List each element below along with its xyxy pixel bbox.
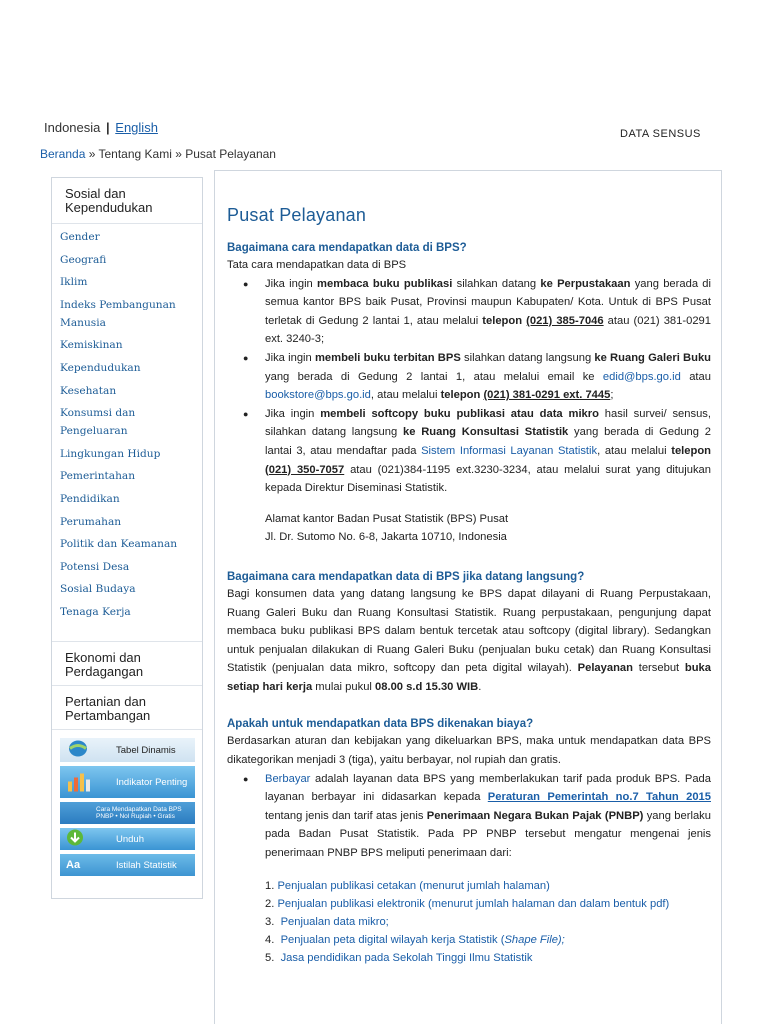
main-content [214,170,722,1024]
faq-question-2: Bagaimana cara mendapatkan data di BPS jika datang langsung? [227,570,585,583]
faq-answer-2: Bagi konsumen data yang datang langsung ke BPS dapat dilayani di Ruang Perpustakaan, Ruang Galeri Buku dan Ruang Konsultasi Statistik. Ruang perpustakaan, pengunjung dapat membaca buku publikasi BPS dalam bentuk tercetak atau softcopy (digital library). Sedangkan untuk penjualan dilakukan di Ruang Galeri Buku (penjualan buku cetak) dan Ruang Konsultasi Statistik (penjualan data mikro, softcopy dan peta digital wilayah). Pelayanan tersebut buka setiap hari kerja mulai pukul 08.00 s.d 15.30 WIB. [227,587,711,693]
download-icon [66,829,84,850]
sidebar-item-kependudukan[interactable]: Kependudukan [60,361,141,374]
list-item: 5. Jasa pendidikan pada Sekolah Tinggi Ilmu Statistik [265,951,533,964]
phone-link[interactable]: (021) 385-7046 [526,314,604,327]
sidebar-item-iklim[interactable]: Iklim [60,276,88,289]
faq-question-3: Apakah untuk mendapatkan data BPS dikenakan biaya? [227,718,534,731]
list-item: 4. Penjualan peta digital wilayah kerja Statistik (Shape File); [265,933,565,946]
data-sensus-link[interactable]: DATA SENSUS [620,128,701,140]
sidebar-section-sosial[interactable]: Sosial dan Kependudukan [52,178,202,224]
list-item: ● Jika ingin membeli softcopy buku publikasi atau data mikro hasil survei/ sensus, silahkan datang langsung ke Ruang Konsultasi Statistik yang berada di Gedung 2 lantai 3, atau mendaftar pada Sistem Informasi Layanan Statistik, atau melalui telepon (021) 350-7057 atau (021)384-1195 ext.3230-3234, atau melalui surat yang ditujukan kepada Direktur Diseminasi Statistik. [255,405,711,498]
office-address: Alamat kantor Badan Pusat Statistik (BPS) Pusat Jl. Dr. Sutomo No. 6-8, Jakarta 10710, Indonesia [265,512,509,544]
faq-intro-1: Tata cara mendapatkan data di BPS [227,259,407,271]
sidebar-item-lingkungan[interactable]: Lingkungan Hidup [60,447,161,460]
sidebar-section-pertanian[interactable]: Pertanian dan Pertambangan [52,685,202,730]
sidebar-section-ekonomi[interactable]: Ekonomi dan Perdagangan [52,641,202,685]
faq-list-1 [255,275,711,498]
banner-unduh[interactable]: Unduh [60,828,195,850]
email-link[interactable]: bookstore@bps.go.id [265,389,371,402]
sidebar-item-perumahan[interactable]: Perumahan [60,515,122,528]
banner-tabel-dinamis[interactable]: Tabel Dinamis [60,738,195,762]
sidebar-item-ipm[interactable]: Indeks Pembangunan Manusia [60,298,176,329]
sidebar-item-kemiskinan[interactable]: Kemiskinan [60,339,123,352]
sidebar-item-politik[interactable]: Politik dan Keamanan [60,538,178,551]
breadcrumb-home[interactable]: Beranda [40,147,86,161]
banner-cara-mendapatkan-data[interactable]: Cara Mendapatkan Data BPS PNBP • Nol Rupiah • Gratis [60,802,195,824]
sidebar-item-gender[interactable]: Gender [60,231,100,243]
list-item: 2. Penjualan publikasi elektronik (menurut jumlah halaman dan dalam bentuk pdf) [265,897,670,910]
breadcrumb-sep: » [171,147,186,161]
peraturan-link[interactable]: Peraturan Pemerintah no.7 Tahun 2015 [487,791,711,804]
berbayar-link[interactable]: Berbayar [265,772,311,785]
sidebar-item-konsumsi[interactable]: Konsumsi dan Pengeluaran [60,407,136,438]
lang-separator: | [106,120,110,135]
sidebar-item-pendidikan[interactable]: Pendidikan [60,492,120,505]
lang-indonesia[interactable]: Indonesia [44,120,101,135]
email-link[interactable]: edid@bps.go.id [602,370,681,383]
list-item: 1. Penjualan publikasi cetakan (menurut jumlah halaman) [265,879,550,892]
list-item: 3. Penjualan data mikro; [265,915,389,928]
sidebar-item-geografi[interactable]: Geografi [60,253,107,266]
breadcrumb-current: Pusat Pelayanan [185,147,276,161]
breadcrumb-sep: » [85,147,99,161]
faq-question-1: Bagaimana cara mendapatkan data di BPS? [227,242,467,254]
list-item: ● Berbayar adalah layanan data BPS yang memberlakukan tarif pada produk BPS. Pada layanan berbayar ini didasarkan kepada Peraturan Pemerintah no.7 Tahun 2015 tentang jenis dan tarif atas jenis Penerimaan Negara Bukan Pajak (PNBP) yang berlaku pada Badan Pusat Statistik. Pada PP PNBP tersebut mengatur mengenai jenis penerimaan PNBP BPS meliputi penerimaan dari: [255,770,711,863]
language-switcher [44,120,158,135]
sidebar-list [52,224,202,621]
font-aa-icon: Aa [66,859,81,871]
list-item: ● Jika ingin membaca buku publikasi silahkan datang ke Perpustakaan yang berada di semua kantor BPS baik Pusat, Provinsi maupun Kabupaten/ Kota. Untuk di BPS Pusat terletak di Gedung 2 lantai 1, atau melalui telepon (021) 385-7046 atau (021) 381-0291 ext. 3240-3; [255,275,711,349]
sidebar [51,177,203,899]
sidebar-item-kesehatan[interactable]: Kesehatan [60,384,117,397]
bar-chart-icon [66,770,96,795]
sidebar-item-pemerintahan[interactable]: Pemerintahan [60,470,136,483]
sidebar-item-potensi-desa[interactable]: Potensi Desa [60,560,130,573]
breadcrumb-tentang-kami[interactable]: Tentang Kami [98,147,172,161]
page-title: Pusat Pelayanan [227,205,367,225]
sidebar-item-sosial-budaya[interactable]: Sosial Budaya [60,583,136,596]
lang-english-link[interactable]: English [115,120,158,135]
faq-answer-3: Berdasarkan aturan dan kebijakan yang dikeluarkan BPS, maka untuk mendapatkan data BPS dikategorikan menjadi 3 (tiga), yaitu berbayar, nol rupiah dan gratis. [227,735,711,767]
sidebar-banners [60,738,195,880]
phone-link[interactable]: (021) 350-7057 [265,463,345,476]
sidebar-item-tenaga-kerja[interactable]: Tenaga Kerja [60,605,131,618]
breadcrumb [40,147,276,161]
phone-link[interactable]: (021) 381-0291 ext. 7445 [483,389,611,402]
faq-list-3 [255,770,711,863]
silastik-link[interactable]: Sistem Informasi Layanan Statistik [421,444,598,457]
pnbp-list [265,877,711,967]
list-item: ● Jika ingin membeli buku terbitan BPS silahkan datang langsung ke Ruang Galeri Buku yang berada di Gedung 2 lantai 1, atau melalui email ke edid@bps.go.id atau bookstore@bps.go.id, atau melalui telepon (021) 381-0291 ext. 7445; [255,349,711,405]
banner-istilah-statistik[interactable]: Aa Istilah Statistik [60,854,195,876]
globe-icon [66,740,90,761]
banner-indikator-penting[interactable]: Indikator Penting [60,766,195,798]
